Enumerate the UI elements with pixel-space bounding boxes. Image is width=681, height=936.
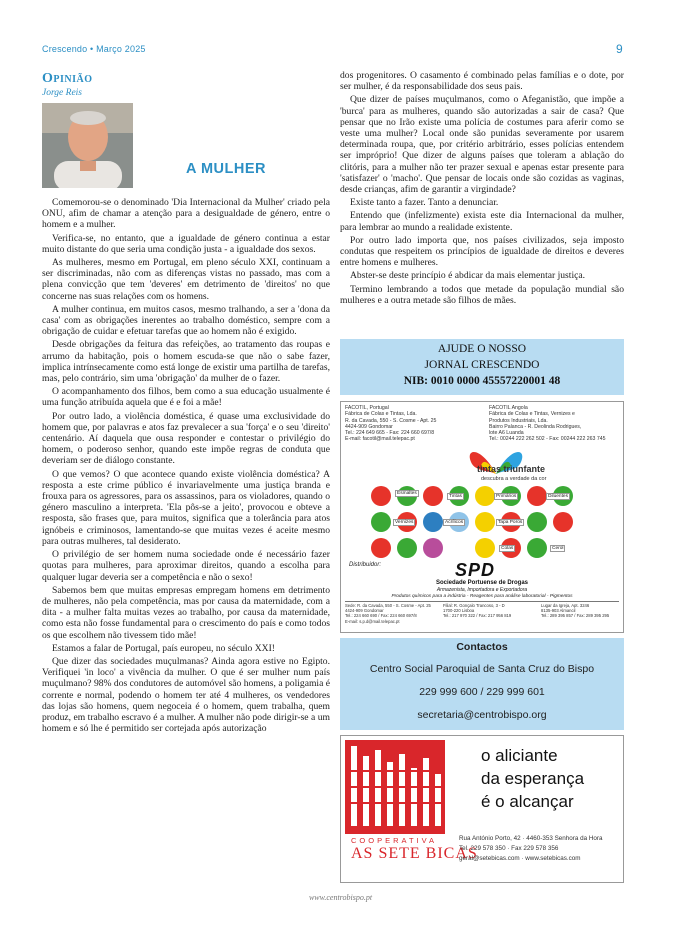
spd-lugar: Lugar da Igreja, Apt. 3246 8135-903 Almancil Tel.: 289 395 857 / Fax: 289 395 295 [541, 603, 610, 619]
support-line-1: AJUDE O NOSSO [437, 343, 527, 355]
swatch-yellow [475, 512, 495, 532]
product-label: Colas [501, 546, 514, 551]
product-label: Acrílicos [445, 520, 464, 525]
paragraph: Comemorou-se o denominado 'Dia Internacional da Mulher' criado pela ONU, afim de chamar a atenção para a desigualdade de género, entre o homem e a mulher. [42, 197, 330, 231]
paragraph: O que vemos? O que acontece quando existe violência doméstica? A resposta a este crime público é invariavelmente uma justiça branda e frouxa para os agressores, para os assassinos, para os violadores, quando o género masculino a interpreta. 'Ela pôs-se a jeito', provocou e obteve a resposta, são frases que, para muitos, significa que a tolerância para atos ignóbeis e criminosos, lamentando-se que muitas vezes é aceite mesmo para outras mulheres, tal desiderato. [42, 468, 330, 547]
swatch-magenta [423, 538, 443, 558]
swatch-red [527, 486, 547, 506]
spd-sede: Sede: R. da Cavada, 550 - S. Cosme - Apt. 25 4424-909 Gondomar Tel.: 224 660 690 / Fax: 224 660 697/8 E-mail: s.p.d@mail.telepac.pt [345, 603, 431, 624]
swatch-yellow [475, 538, 495, 558]
paragraph: O acompanhamento dos filhos, bem como a sua educação usualmente é uma função atribuída aquela que é e foi a mãe! [42, 386, 330, 409]
paragraph: dos progenitores. O casamento é combinado pelas famílias e o dote, por ser mulher, é da responsabilidade dos seus pais. [340, 70, 624, 93]
butterfly-logo-icon [461, 444, 531, 480]
facotil-portugal-address: FACOTIL, Portugal Fábrica de Colas e Tintas, Lda. R. da Cavada, 550 - S. Cosme - Apt. 25 4424-909 Gondomar Tel.: 224 649 665 - Fax: 224 660 697/8 E-mail: facotil@mail.telepac.pt [345, 405, 437, 443]
swatch-blue [423, 512, 443, 532]
paragraph: Por outro lado importa que, nos países civilizados, seja imposto condutas que respeitem os princípios de igualdade de direitos e deveres entre homens e mulheres. [340, 234, 624, 269]
spd-name: Sociedade Portuense de Drogas [435, 580, 529, 586]
building-logo-icon [345, 740, 445, 834]
paragraph: Por outro lado, a violência doméstica, é quase uma exclusividade do homem que, por palavras e atos faz prevalecer a sua 'força' e o seu 'direito' centenário. Aí daquela que ousa responder e contestar o privilégio do homem, o poderoso senhor, quando este impõe regras de conduta que deveriam ser de diálogo constante. [42, 410, 330, 467]
coop-web[interactable]: geral@setebicas.com · www.setebicas.com [459, 855, 581, 862]
author-photo [42, 103, 133, 188]
distribuidor-label: Distribuidor: [349, 562, 382, 568]
coop-address: Rua António Porto, 42 · 4460-353 Senhora da Hora [459, 835, 603, 842]
paragraph: Que dizer das sociedades muçulmanas? Ainda agora estive no Egipto. Verifiquei 'in loco' a vivência da mulher. O que é ser mulher num país muçulmano? 98% dos condutores de automóvel são homens, a poligamia é corrente e normal, podendo o homem ter até 4 mulheres, os vendedores das lojas são homens, quem negoceia é o homem, quem trabalha, quem produz, em trabalho escravo é a mulher. A mulher não pode dirigir-se a um homem e só lhe é permitido ser cortejada após autorização [42, 655, 331, 735]
product-label: Cerol [552, 546, 564, 551]
paragraph: As mulheres, mesmo em Portugal, em pleno século XXI, continuam a ser discriminadas, não com as diferenças vistas no passado, mas com a plena convicção que tem 'deveres' em detrimento de 'direitos' no que concerne nas suas relações com os homens. [42, 257, 330, 302]
paragraph: A mulher continua, em muitos casos, mesmo tralhando, a ser a 'dona da casa' com as obrigações inerentes ao trabalho doméstico, sempre com a obrigação de cuidar e efetuar tarefas que ao homem não é exigido. [42, 303, 330, 338]
slogan-line-3: é o alcançar [481, 792, 574, 811]
support-line-2: JORNAL CRESCENDO [424, 359, 540, 371]
contacts-title: Contactos [456, 641, 508, 653]
paragraph: Sabemos bem que muitas empresas empregam homens em detrimento de mulheres, não pela competência, mas por causa da maternidade, com a dita - a mulher falta muitas vezes ao trabalho, por causa da maternidade, como esta não fosse fundamental para o crescimento do país e como todos os que escolhem não tivessem tido mãe! [42, 584, 330, 641]
sete-bicas-advert [340, 735, 624, 883]
product-label: Vernizes [395, 520, 414, 525]
paragraph: O privilégio de ser homem numa sociedade onde é necessário fazer quotas para mulheres, para aproximar direitos, quando a escolha para qualquer lugar deveria ser a competência e não o sexo! [42, 549, 330, 583]
contacts-org: Centro Social Paroquial de Santa Cruz do Bispo [369, 663, 595, 675]
product-label: Primários [496, 494, 517, 499]
author-name: Jorge Reis [42, 88, 83, 98]
spd-filial: Filial: R. Gonçalo Trancoso, 3 - D 1700-220 Lisboa Tel.: 217 970 322 / Fax: 217 956 819 [443, 603, 512, 619]
swatch-red [553, 512, 573, 532]
swatch-green [371, 512, 391, 532]
product-label: Diluentes [548, 494, 568, 499]
spd-subtitle: Armazenista, Importadora e Exportadora [436, 587, 528, 593]
swatch-green [397, 538, 417, 558]
spd-logo: SPD [455, 560, 496, 580]
page-number: 9 [616, 42, 623, 56]
paragraph: Termino lembrando a todos que metade da população mundial são mulheres e a outra metade são filhos de mães. [340, 283, 624, 306]
coop-name: AS SETE BICAS [351, 845, 478, 862]
facotil-brand: tintas triunfante [477, 464, 546, 474]
footer-url[interactable]: www.centrobispo.pt [308, 893, 373, 902]
section-title: Opinião [42, 71, 93, 86]
header-publication: Crescendo • Março 2025 [42, 44, 146, 54]
support-box [340, 339, 624, 395]
swatch-yellow [475, 486, 495, 506]
paragraph: Que dizer de países muçulmanos, como o Afeganistão, que impõe a 'burca' para as mulheres, quando são autorizadas a sair de casa? Que pensar que no Irão existe uma polícia de costumes para aferir como se veste uma mulher? Local onde são punidas severamente por usarem determinada roupa, que, por critério arbitrário, esses polícias entendem ser impróprio! Que dizer de alguns países que toleram a ablação do clitóris, para a mulher não ter prazer sexual e apenas estar presente para 'satisfazer' o 'macho'. Que pensar de locais onde são cozidas as vaginas, desde crianças, afim de garantir a virgindade? [340, 94, 624, 196]
swatch-red [371, 486, 391, 506]
article-column-1 [42, 197, 330, 736]
swatch-green [527, 512, 547, 532]
slogan-line-2: da esperança [481, 769, 585, 788]
paragraph: Estamos a falar de Portugal, país europeu, no século XXI! [52, 642, 275, 654]
facotil-advert [340, 401, 624, 633]
swatch-green [527, 538, 547, 558]
paragraph: Verifica-se, no entanto, que a igualdade de género continua a estar muito distante do que seria uma condição justa - a igualdade dos sexos. [42, 232, 330, 255]
facotil-tagline: descubra a verdade da cor [481, 476, 547, 482]
paragraph: Existe tanto a fazer. Tanto a denunciar. [350, 197, 499, 209]
product-label: Tapa Poros [498, 520, 523, 525]
contacts-box [340, 638, 624, 730]
contacts-phones: 229 999 600 / 229 999 601 [419, 686, 545, 698]
slogan-line-1: o aliciante [481, 746, 558, 765]
contacts-email[interactable]: secretaria@centrobispo.org [417, 709, 547, 721]
coop-label: COOPERATIVA [351, 836, 438, 845]
paragraph: Desde obrigações da feitura das refeições, ao tratamento das roupas e arrumo da habitação, pois o homem escuda-se que não o sabe fazer, implica intrínsecamente como está longe de existir uma partilha de tarefas, mas, pelo contrário, sim uma 'obrigação' da mulher de o fazer. [42, 339, 330, 385]
article-title: A MULHER [186, 161, 266, 177]
swatch-red [371, 538, 391, 558]
facotil-angola-address: FACOTIL Angola Fábrica de Colas e Tintas, Vernizes e Produtos Industriais, Lda. Bairro Palanca - R. Deolinda Rodrigues, lote A6 Luanda Tel.: 00244 222 262 502 - Fax: 00244 222 263 745 [489, 405, 606, 443]
spd-products: Produtos químicos para a indústria - Reagentes para análise laboratorial - Pigmentos [391, 594, 573, 599]
article-column-2 [340, 70, 624, 308]
swatch-red [423, 486, 443, 506]
paragraph: Entendo que (infelizmente) exista este dia Internacional da mulher, para lembrar ao mundo a realidade existente. [340, 210, 624, 233]
support-nib: NIB: 0010 0000 45557220001 48 [403, 375, 561, 387]
product-label: Esmaltes [397, 491, 417, 496]
coop-phone: Tel. 229 578 350 · Fax 229 578 356 [459, 845, 559, 852]
paragraph: Abster-se deste princípio é abdicar da mais elementar justiça. [350, 270, 586, 282]
product-label: Tintas [449, 494, 462, 499]
